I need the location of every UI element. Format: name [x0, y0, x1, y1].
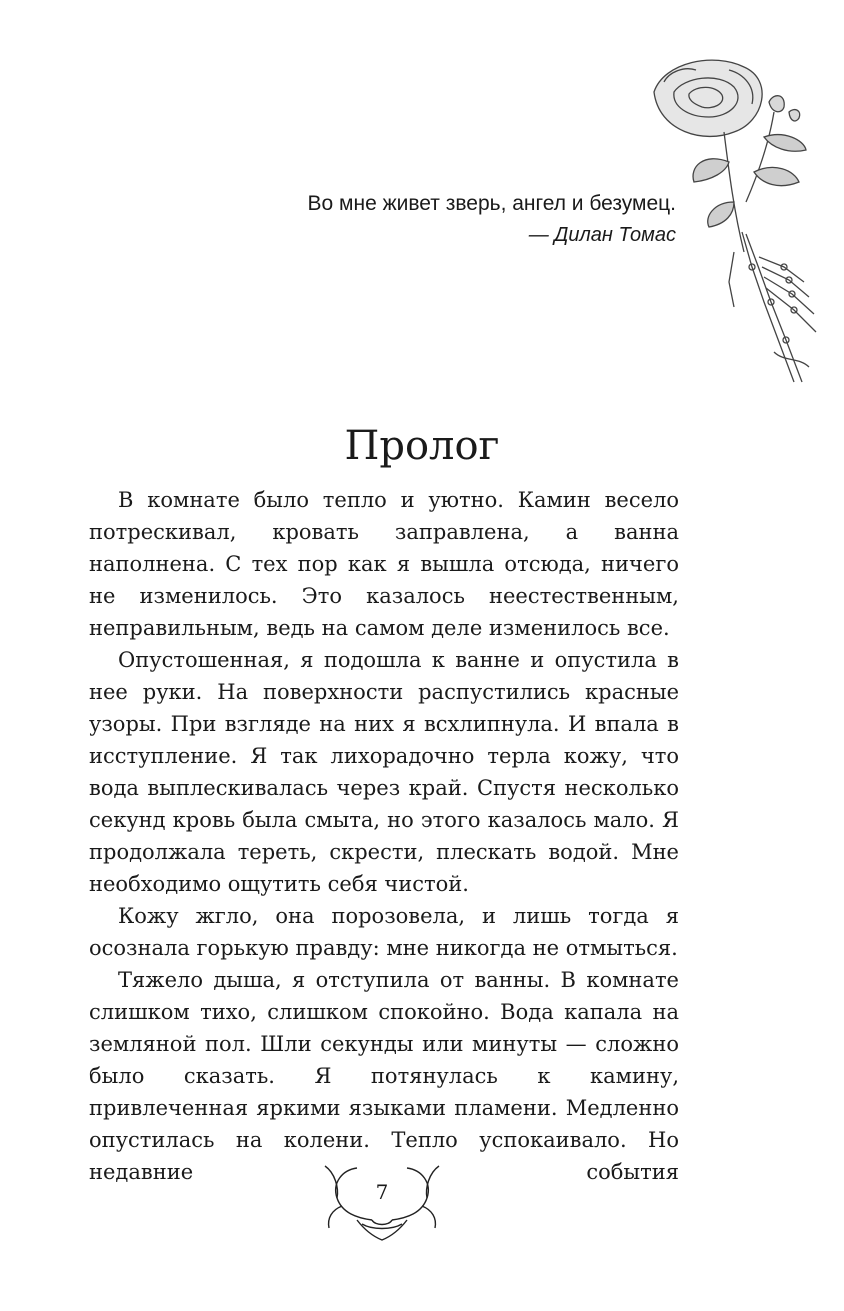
epigraph-author: — Дилан Томас — [528, 224, 676, 246]
paragraph: Тяжело дыша, я отступила от ванны. В комнате слишком тихо, слишком спокойно. Вода капала на земляной пол. Шли секунды или минуты — сложно было сказать. Я потянулась к камину, привлеченная яркими языками пламени. Медленно опустилась на колени. Тепло успокаивало. Но недавние события — [89, 968, 679, 1184]
chapter-title: Пролог — [344, 423, 500, 469]
paragraph: Кожу жгло, она порозовела, и лишь тогда я осознала горькую правду: мне никогда не отмыться. — [89, 904, 679, 960]
chapter-body — [89, 484, 679, 1188]
page-number: 7 — [375, 1180, 389, 1204]
epigraph-quote: Во мне живет зверь, ангел и безумец. — [307, 192, 676, 215]
paragraph: В комнате было тепло и уютно. Камин весело потрескивал, кровать заправлена, а ванна наполнена. С тех пор как я вышла отсюда, ничего не изменилось. Это казалось неестественным, неправильным, ведь на самом деле изменилось все. — [89, 488, 679, 640]
epigraph — [308, 190, 676, 247]
paragraph: Опустошенная, я подошла к ванне и опустила в нее руки. На поверхности распустились красные узоры. При взгляде на них я всхлипнула. И впала в исступление. Я так лихорадочно терла кожу, что вода выплескивалась через край. Спустя несколько секунд кровь была смыта, но этого казалось мало. Я продолжала тереть, скрести, плескать водой. Мне необходимо ощутить себя чистой. — [89, 648, 679, 896]
page-number-ornament — [317, 1158, 447, 1248]
